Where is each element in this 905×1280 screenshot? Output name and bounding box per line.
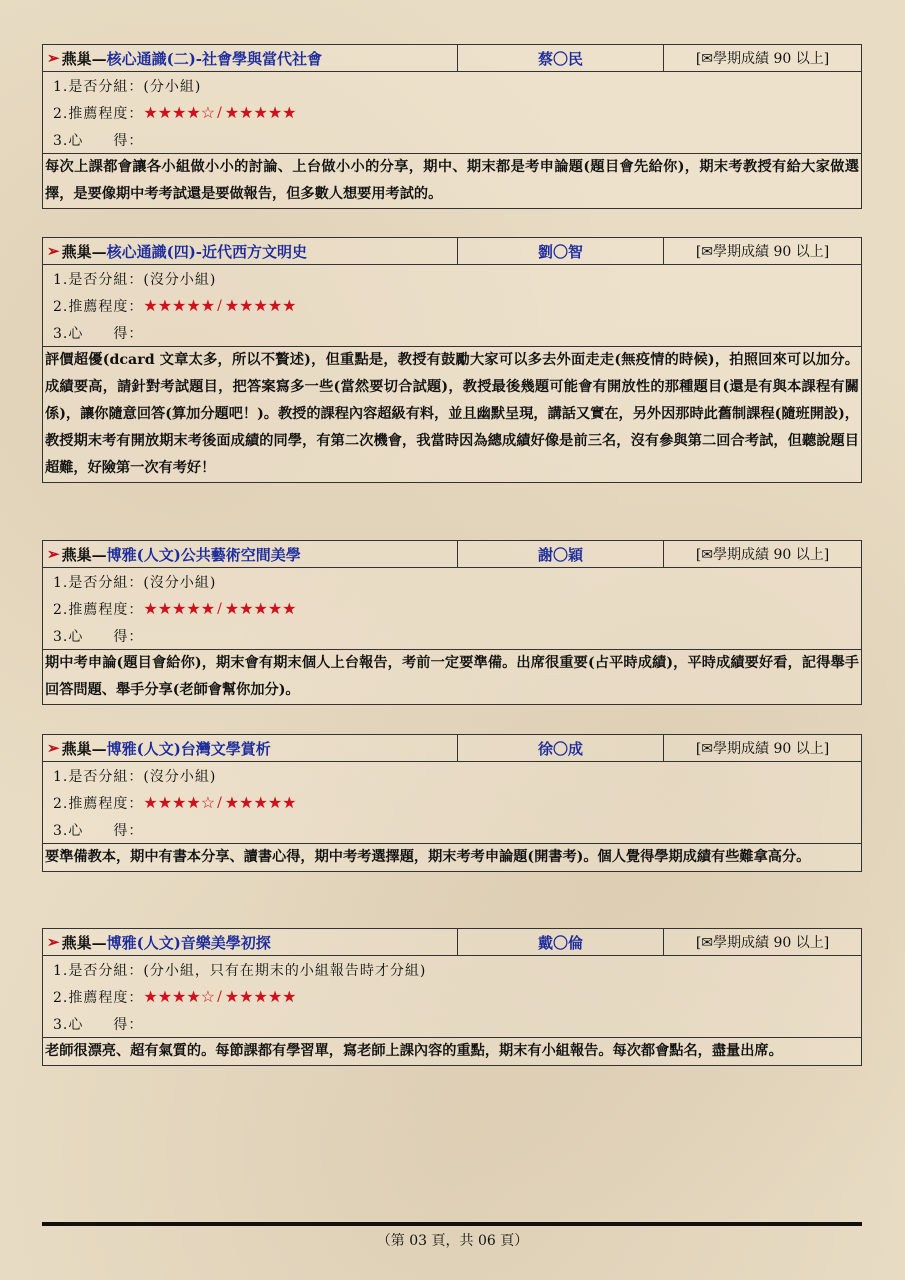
comment-label-row — [43, 1010, 861, 1037]
arrow-icon: ➢ — [47, 933, 60, 951]
grade-note: [✉學期成績 90 以上] — [695, 547, 830, 563]
group-row — [43, 265, 861, 292]
card-header — [43, 238, 861, 265]
rating-label: 2.推薦程度： — [53, 601, 144, 618]
campus-prefix: 燕巢— — [61, 933, 107, 952]
rating-max-stars: ★★★★★ — [224, 793, 297, 812]
rating-separator: / — [217, 794, 223, 811]
rating-max-stars: ★★★★★ — [224, 296, 297, 315]
rating-label: 2.推薦程度： — [53, 795, 144, 812]
comment-text: 每次上課都會讓各小組做小小的討論、上台做小小的分享，期中、期末都是考申論題(題目會先給你)，期末考教授有給大家做選擇，是要像期中考考試還是要做報告，但多數人想要用考試的。 — [43, 153, 861, 208]
course-title — [43, 735, 458, 761]
page-number: （第 03 頁，共 06 頁） — [376, 1233, 529, 1249]
course-card — [42, 928, 862, 1066]
rating-stars: ★★★★☆ — [143, 987, 216, 1006]
rating-max-stars: ★★★★★ — [224, 599, 297, 618]
rating-row — [43, 983, 861, 1010]
card-header — [43, 735, 861, 762]
campus-prefix: 燕巢— — [61, 49, 107, 68]
rating-row — [43, 789, 861, 816]
group-label: 1.是否分組： — [53, 768, 144, 785]
comment-text: 期中考申論(題目會給你)，期末會有期末個人上台報告，考前一定要準備。出席很重要(占平時成績)，平時成績要好看，記得舉手回答問題、舉手分享(老師會幫你加分)。 — [43, 649, 861, 704]
teacher-name: 謝〇穎 — [458, 541, 664, 567]
rating-stars: ★★★★☆ — [143, 103, 216, 122]
comment-label: 3.心 得： — [53, 325, 144, 342]
comment-label: 3.心 得： — [53, 1016, 144, 1033]
group-value: (沒分小組) — [143, 768, 217, 785]
group-row — [43, 956, 861, 983]
rating-stars: ★★★★★ — [143, 296, 216, 315]
course-name: 博雅(人文)公共藝術空間美學 — [106, 545, 301, 564]
course-name: 博雅(人文)台灣文學賞析 — [106, 739, 271, 758]
course-card — [42, 540, 862, 705]
group-label: 1.是否分組： — [53, 271, 144, 288]
group-value: (沒分小組) — [143, 271, 217, 288]
comment-label-row — [43, 816, 861, 843]
rating-label: 2.推薦程度： — [53, 298, 144, 315]
rating-row — [43, 595, 861, 622]
course-title — [43, 929, 458, 955]
rating-row — [43, 292, 861, 319]
group-row — [43, 762, 861, 789]
teacher-name: 徐〇成 — [458, 735, 664, 761]
comment-text: 老師很漂亮、超有氣質的。每節課都有學習單，寫老師上課內容的重點，期末有小組報告。每次都會點名，盡量出席。 — [43, 1037, 861, 1065]
course-card — [42, 237, 862, 483]
campus-prefix: 燕巢— — [61, 545, 107, 564]
campus-prefix: 燕巢— — [61, 739, 107, 758]
grade-note: [✉學期成績 90 以上] — [695, 935, 830, 951]
teacher-name: 劉〇智 — [458, 238, 664, 264]
comment-text: 要準備教本，期中有書本分享、讀書心得，期中考考選擇題，期末考考申論題(開書考)。個人覺得學期成績有些難拿高分。 — [43, 843, 861, 871]
course-name: 核心通識(二)-社會學與當代社會 — [106, 49, 323, 68]
card-header — [43, 45, 861, 72]
arrow-icon: ➢ — [47, 739, 60, 757]
group-value: (分小組) — [143, 78, 202, 95]
comment-text: 評價超優(dcard 文章太多，所以不贅述)，但重點是，教授有鼓勵大家可以多去外面走走(無疫情的時候)，拍照回來可以加分。成績要高，請針對考試題目，把答案寫多一些(當然要切合試題)，教授最後幾題可能會有開放性的那種題目(還是有與本課程有關係)，讓你隨意回答(算加分題吧！)。教授的課程內容超級有料，並且幽默呈現，講話又實在，另外因那時此舊制課程(隨班開設)，教授期末考有開放期末考後面成績的同學，有第二次機會，我當時因為總成績好像是前三名，沒有參與第二回合考試，但聽說題目超難，好險第一次有考好！ — [43, 346, 861, 482]
campus-prefix: 燕巢— — [61, 242, 107, 261]
comment-label: 3.心 得： — [53, 822, 144, 839]
rating-stars: ★★★★☆ — [143, 793, 216, 812]
group-value: (沒分小組) — [143, 574, 217, 591]
group-label: 1.是否分組： — [53, 962, 144, 979]
rating-separator: / — [217, 600, 223, 617]
grade-note: [✉學期成績 90 以上] — [695, 741, 830, 757]
comment-label-row — [43, 319, 861, 346]
course-title — [43, 238, 458, 264]
comment-label-row — [43, 622, 861, 649]
course-title — [43, 541, 458, 567]
comment-label: 3.心 得： — [53, 132, 144, 149]
group-row — [43, 72, 861, 99]
comment-label: 3.心 得： — [53, 628, 144, 645]
group-label: 1.是否分組： — [53, 78, 144, 95]
card-header — [43, 541, 861, 568]
group-row — [43, 568, 861, 595]
rating-separator: / — [217, 988, 223, 1005]
comment-label-row — [43, 126, 861, 153]
footer-rule — [42, 1222, 862, 1226]
arrow-icon: ➢ — [47, 242, 60, 260]
rating-label: 2.推薦程度： — [53, 105, 144, 122]
course-card — [42, 44, 862, 209]
rating-stars: ★★★★★ — [143, 599, 216, 618]
rating-label: 2.推薦程度： — [53, 989, 144, 1006]
teacher-name: 蔡〇民 — [458, 45, 664, 71]
group-value: (分小組，只有在期末的小組報告時才分組) — [143, 962, 427, 979]
rating-row — [43, 99, 861, 126]
arrow-icon: ➢ — [47, 49, 60, 67]
card-header — [43, 929, 861, 956]
grade-note: [✉學期成績 90 以上] — [695, 51, 830, 67]
course-title — [43, 45, 458, 71]
rating-max-stars: ★★★★★ — [224, 103, 297, 122]
group-label: 1.是否分組： — [53, 574, 144, 591]
course-name: 博雅(人文)音樂美學初探 — [106, 933, 271, 952]
grade-note: [✉學期成績 90 以上] — [695, 244, 830, 260]
course-name: 核心通識(四)-近代西方文明史 — [106, 242, 308, 261]
course-card — [42, 734, 862, 872]
teacher-name: 戴〇倫 — [458, 929, 664, 955]
rating-max-stars: ★★★★★ — [224, 987, 297, 1006]
rating-separator: / — [217, 104, 223, 121]
rating-separator: / — [217, 297, 223, 314]
arrow-icon: ➢ — [47, 545, 60, 563]
